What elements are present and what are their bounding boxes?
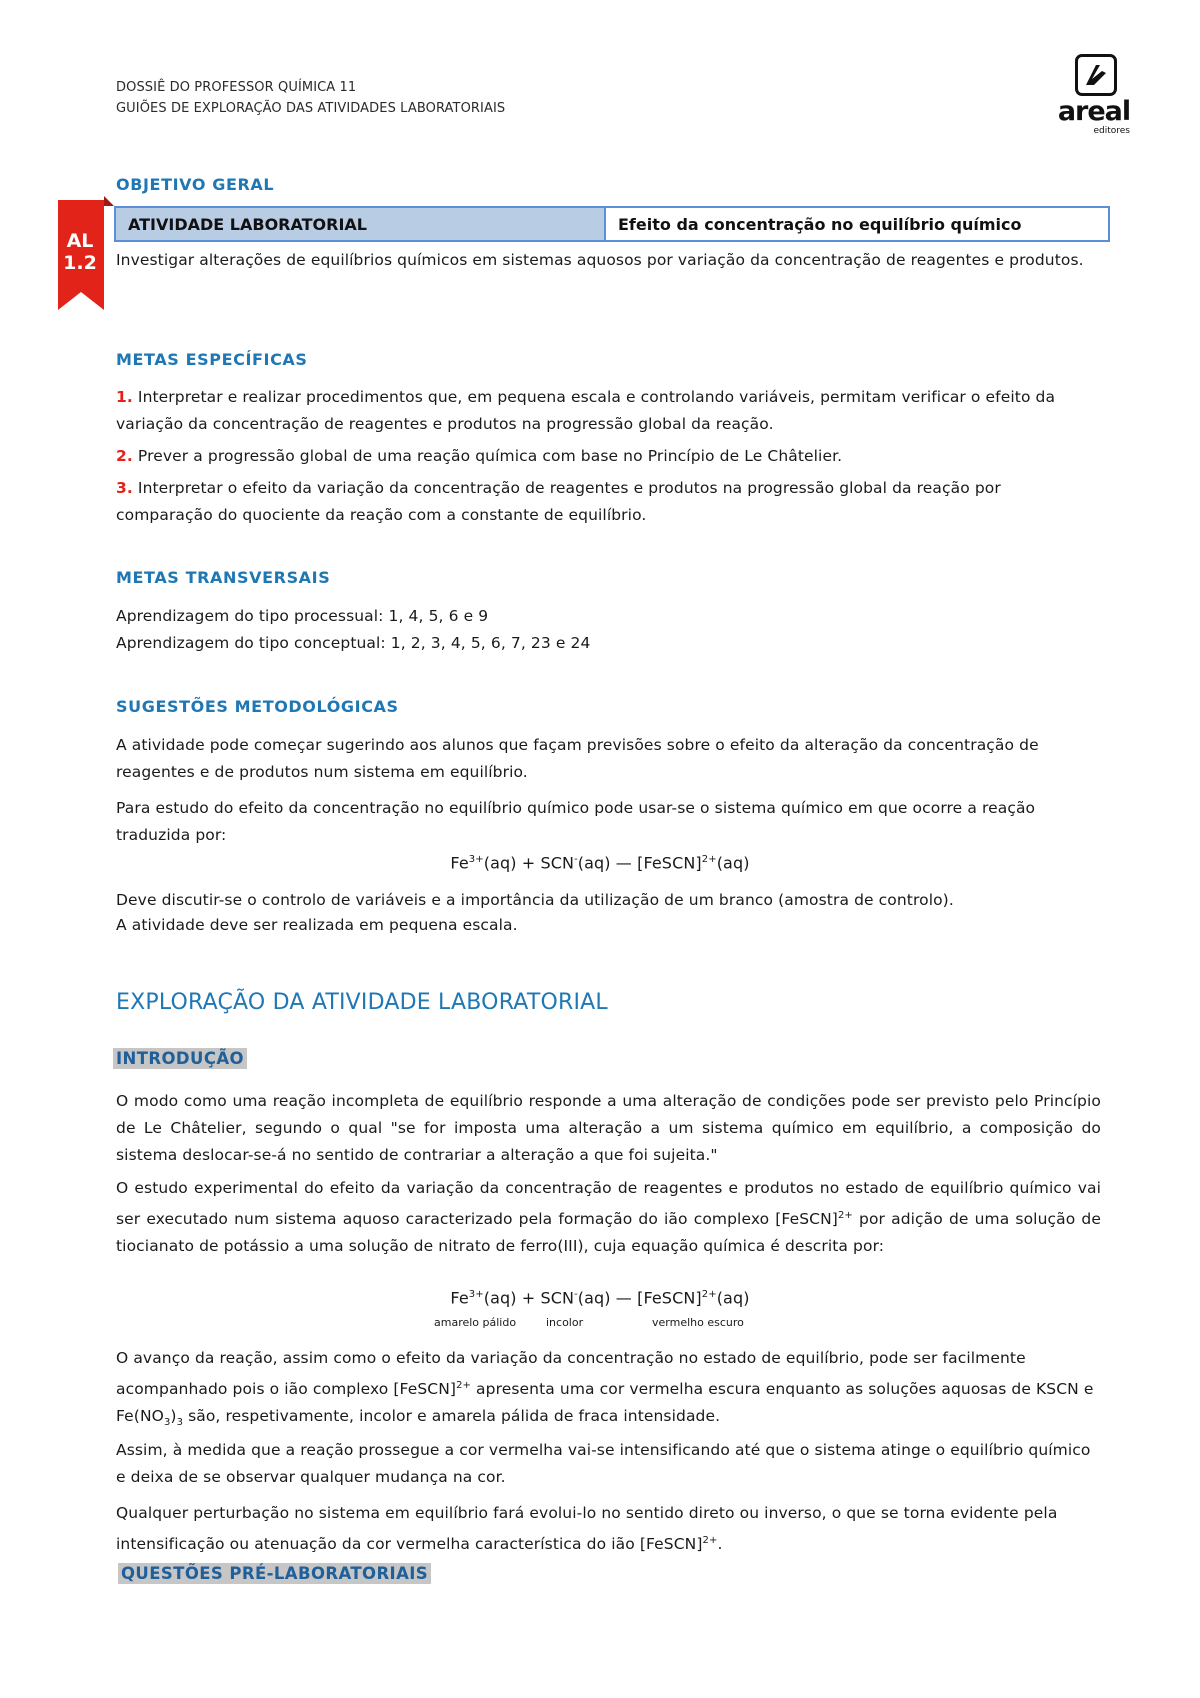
intro-p3-d: são, respetivamente, incolor e amarela pálida de fraca intensidade. <box>183 1407 721 1426</box>
intro-p3-charge: 2+ <box>456 1380 472 1391</box>
intro-p5-a: Qualquer perturbação no sistema em equilíbrio fará evolui-lo no sentido direto ou inverso, o que se torna evidente pela intensificação ou atenuação da cor vermelha característica do ião [FeSCN] <box>116 1504 1058 1554</box>
intro-p2-charge: 2+ <box>837 1210 853 1221</box>
objetivo-text: Investigar alterações de equilíbrios químicos em sistemas aquosos por variação da concentração de reagentes e produtos. <box>116 251 1084 269</box>
intro-p5-charge: 2+ <box>702 1535 718 1546</box>
publisher-logo <box>1054 54 1134 138</box>
equation-1 <box>330 846 870 876</box>
eq-end: (aq) <box>716 1288 750 1308</box>
eq-fe-charge: 3+ <box>468 854 484 865</box>
eq-scn: (aq) + SCN <box>483 1288 575 1308</box>
sugestoes-p3: Deve discutir-se o controlo de variáveis e a importância da utilização de um branco (amostra de controlo). <box>116 891 954 909</box>
ribbon-line-2: 1.2 <box>63 252 97 274</box>
intro-p4: Assim, à medida que a reação prossegue a cor vermelha vai-se intensificando até que o sistema atinge o equilíbrio químico e deixa de se observar qualquer mudança na cor. <box>116 1441 1091 1486</box>
metas-transversais-line-2: Aprendizagem do tipo conceptual: 1, 2, 3, 4, 5, 6, 7, 23 e 24 <box>116 634 591 652</box>
eq-scn: (aq) + SCN <box>483 853 575 873</box>
meta-text: Prever a progressão global de uma reação química com base no Princípio de Le Châtelier. <box>132 447 843 465</box>
meta-text: Interpretar e realizar procedimentos que, em pequena escala e controlando variáveis, permitam verificar o efeito da variação da concentração de reagentes e produtos na progressão global da reação. <box>116 388 1056 433</box>
meta-item-2 <box>116 443 1101 470</box>
meta-item-3 <box>116 475 1101 529</box>
introducao-heading-text: INTRODUÇÃO <box>113 1048 247 1069</box>
exploracao-title: EXPLORAÇÃO DA ATIVIDADE LABORATORIAL <box>116 990 608 1015</box>
intro-p3-c: ) <box>170 1407 177 1426</box>
activity-table-title: Efeito da concentração no equilíbrio químico <box>618 215 1022 234</box>
sugestoes-p1: A atividade pode começar sugerindo aos alunos que façam previsões sobre o efeito da alteração da concentração de reagentes e de produtos num sistema em equilíbrio. <box>116 736 1039 781</box>
label-fe: amarelo pálido <box>434 1316 517 1329</box>
logo-sub: editores <box>1093 126 1130 136</box>
metas-transversais-heading: METAS TRANSVERSAIS <box>116 568 331 587</box>
eq-scn-charge: - <box>574 854 578 865</box>
meta-number: 1. <box>116 388 133 406</box>
eq-prod-charge: 2+ <box>701 1289 717 1300</box>
header-line-2: GUIÕES DE EXPLORAÇÃO DAS ATIVIDADES LABORATORIAIS <box>116 101 506 116</box>
eq-arrow: (aq) — [FeSCN] <box>577 853 702 873</box>
activity-table <box>114 206 1110 242</box>
eq-end: (aq) <box>716 853 750 873</box>
meta-number: 2. <box>116 447 133 465</box>
intro-p5 <box>116 1500 1101 1558</box>
questoes-heading <box>118 1564 431 1583</box>
eq-scn-charge: - <box>574 1289 578 1300</box>
metas-especificas-heading: METAS ESPECÍFICAS <box>116 350 308 369</box>
intro-p3-sub: 3 <box>163 1417 171 1429</box>
meta-number: 3. <box>116 479 133 497</box>
ribbon-line-1: AL <box>66 230 94 252</box>
meta-item-1 <box>116 384 1101 438</box>
intro-p2-b: por adição de uma solução de tiocianato de potássio a uma solução de nitrato de ferro(III), cuja equação química é descrita por: <box>116 1210 1101 1256</box>
metas-transversais-line-1: Aprendizagem do tipo processual: 1, 4, 5, 6 e 9 <box>116 607 489 625</box>
objetivo-heading: OBJETIVO GERAL <box>116 175 275 194</box>
logo-mark-icon <box>1075 54 1117 96</box>
meta-text: Interpretar o efeito da variação da concentração de reagentes e produtos na progressão global da reação por comparação do quociente da reação com a constante de equilíbrio. <box>116 479 1001 524</box>
sugestoes-p4: A atividade deve ser realizada em pequena escala. <box>116 916 518 934</box>
intro-p3 <box>116 1345 1101 1436</box>
questoes-heading-text: QUESTÕES PRÉ-LABORATORIAIS <box>118 1563 431 1584</box>
introducao-heading <box>113 1049 247 1068</box>
intro-p1: O modo como uma reação incompleta de equilíbrio responde a uma alteração de condições pode ser previsto pelo Princípio de Le Châtelier, segundo o qual "se for imposta uma alteração a um sistema químico em equilíbrio, a composição do sistema deslocar-se-á no sentido de contrariar a alteração a que foi sujeita." <box>116 1092 1101 1164</box>
intro-p3-b: apresenta uma cor vermelha escura enquanto as soluções aquosas de KSCN e Fe(NO <box>116 1380 1094 1426</box>
activity-table-label: ATIVIDADE LABORATORIAL <box>116 208 606 240</box>
eq-prod-charge: 2+ <box>701 854 717 865</box>
sugestoes-p2: Para estudo do efeito da concentração no equilíbrio químico pode usar-se o sistema químico em que ocorre a reação traduzida por: <box>116 799 1036 844</box>
label-prod: vermelho escuro <box>652 1316 744 1329</box>
intro-p2 <box>116 1175 1101 1260</box>
sugestoes-heading: SUGESTÕES METODOLÓGICAS <box>116 697 399 716</box>
label-scn: incolor <box>546 1316 584 1329</box>
intro-p3-sub2: 3 <box>176 1417 184 1429</box>
intro-p2-a: O estudo experimental do efeito da variação da concentração de reagentes e produtos no estado de equilíbrio químico vai ser executado num sistema aquoso caracterizado pela formação do ião complexo [FeSCN] <box>116 1179 1101 1229</box>
intro-p5-b: . <box>717 1535 723 1554</box>
logo-word: areal <box>1057 96 1131 127</box>
al-ribbon <box>58 196 114 310</box>
eq-fe: Fe <box>450 1288 469 1308</box>
equation-2 <box>330 1281 870 1311</box>
intro-p3-a: O avanço da reação, assim como o efeito da variação da concentração no estado de equilíbrio, pode ser facilmente acompanhado pois o ião complexo [FeSCN] <box>116 1349 1026 1399</box>
eq-fe-charge: 3+ <box>468 1289 484 1300</box>
ribbon-label <box>58 230 102 274</box>
eq-fe: Fe <box>450 853 469 873</box>
eq-arrow: (aq) — [FeSCN] <box>577 1288 702 1308</box>
header-line-1: DOSSIÊ DO PROFESSOR QUÍMICA 11 <box>116 80 357 95</box>
